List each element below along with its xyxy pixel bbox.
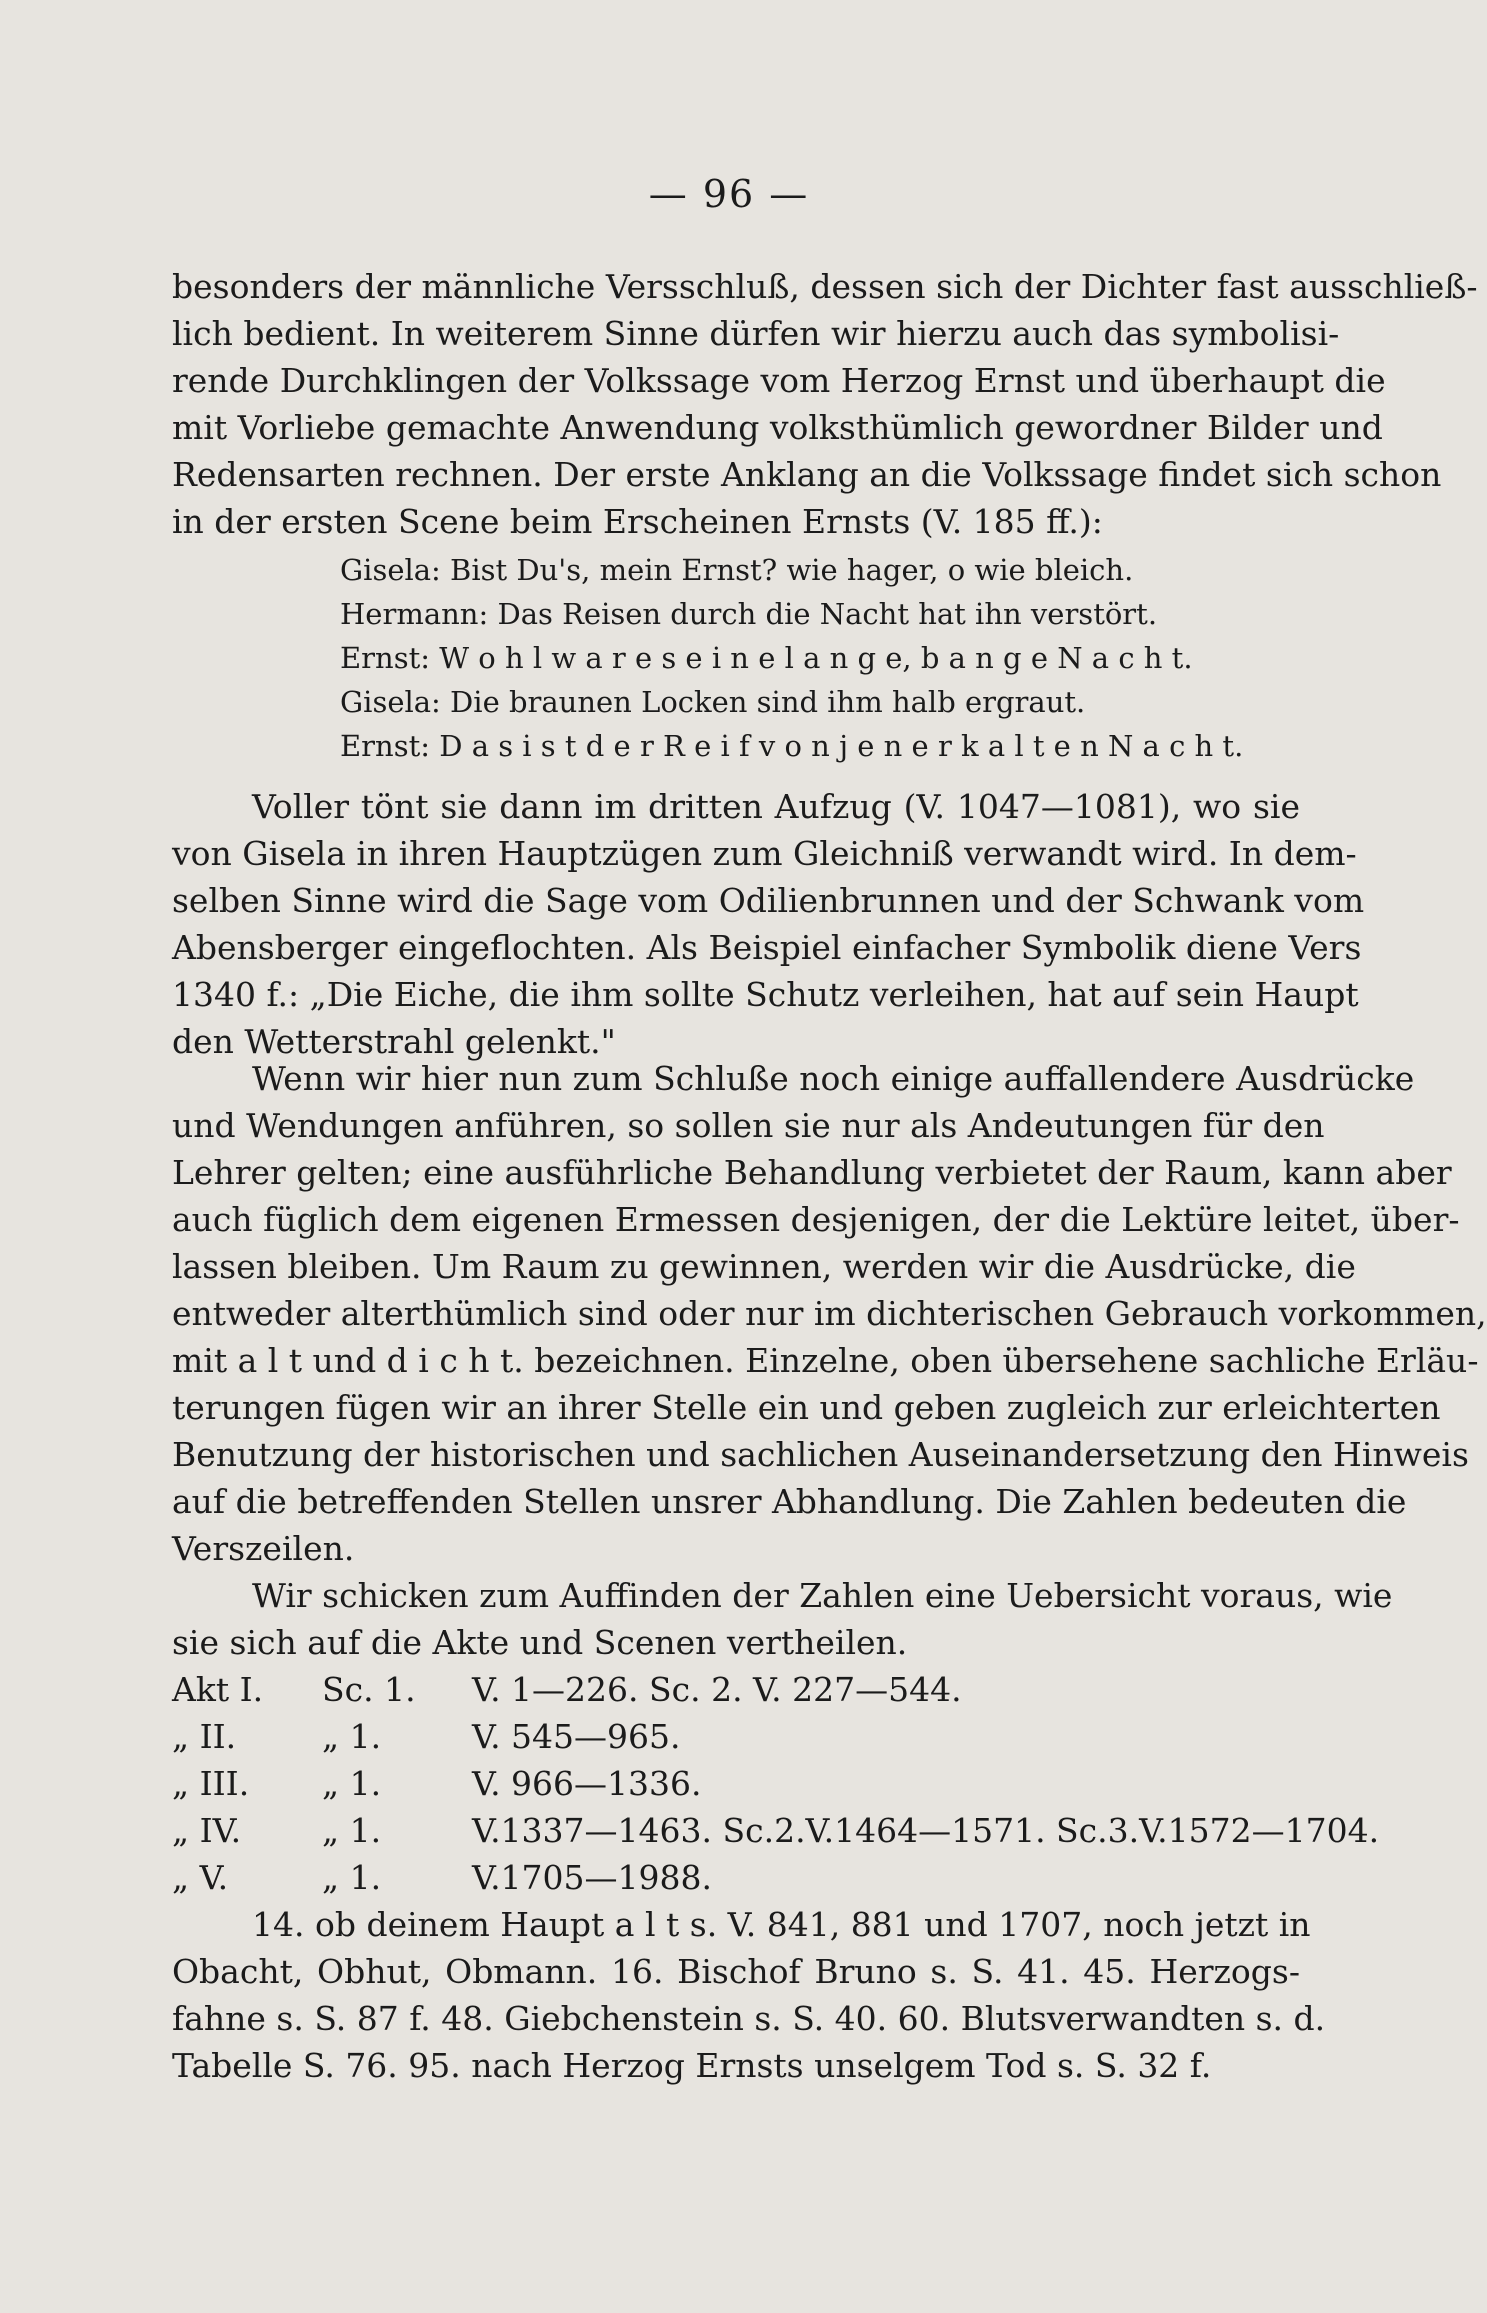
text-line: 14. ob deinem Haupt a l t s. V. 841, 881 und 1707, noch jetzt in — [252, 1905, 1311, 1944]
act-overview — [172, 1666, 1380, 1901]
text-line: von Gisela in ihren Hauptzügen zum Gleichniß verwandt wird. In dem- — [172, 834, 1357, 873]
text-line: terungen fügen wir an ihrer Stelle ein und geben zugleich zur erleichterten — [172, 1388, 1441, 1427]
text-line: mit Vorliebe gemachte Anwendung volksthümlich gewordner Bilder und — [172, 408, 1383, 447]
text-line: besonders der männliche Versschluß, dessen sich der Dichter fast ausschließ- — [172, 267, 1478, 306]
text-line: sie sich auf die Akte und Scenen vertheilen. — [172, 1623, 908, 1662]
act-label: „ II. — [172, 1717, 237, 1756]
intro-paragraph — [172, 263, 1478, 545]
text-line: selben Sinne wird die Sage vom Odilienbrunnen und der Schwank vom — [172, 881, 1365, 920]
text-line: Redensarten rechnen. Der erste Anklang an die Volkssage findet sich schon — [172, 455, 1442, 494]
text-line: Abensberger eingeflochten. Als Beispiel einfacher Symbolik diene Vers — [172, 928, 1362, 967]
page-number: — 96 — — [648, 172, 810, 216]
text-line: Tabelle S. 76. 95. nach Herzog Ernsts unselgem Tod s. S. 32 f. — [172, 2046, 1212, 2085]
paragraph-2 — [172, 783, 1365, 1065]
scene-label: „ 1. — [322, 1858, 382, 1897]
verse-range: V.1705—1988. — [472, 1858, 713, 1897]
text-line: Benutzung der historischen und sachlichen Auseinandersetzung den Hinweis — [172, 1435, 1469, 1474]
text-line: mit a l t und d i c h t. bezeichnen. Einzelne, oben übersehene sachliche Erläu- — [172, 1341, 1479, 1380]
text-line: auf die betreffenden Stellen unsrer Abhandlung. Die Zahlen bedeuten die — [172, 1482, 1407, 1521]
text-line: Lehrer gelten; eine ausführliche Behandlung verbietet der Raum, kann aber — [172, 1153, 1452, 1192]
act-label: „ V. — [172, 1858, 229, 1897]
act-row — [172, 1760, 1300, 1807]
verse-range: V. 1—226. Sc. 2. V. 227—544. — [472, 1670, 962, 1709]
notes-paragraph — [172, 1901, 1326, 2089]
text-line: Wir schicken zum Auffinden der Zahlen eine Uebersicht voraus, wie — [252, 1576, 1393, 1615]
scene-label: „ 1. — [322, 1811, 382, 1850]
verse-range: V. 545—965. — [472, 1717, 681, 1756]
verse-range: V.1337—1463. Sc.2.V.1464—1571. Sc.3.V.1572—1704. — [472, 1811, 1380, 1850]
text-line: lassen bleiben. Um Raum zu gewinnen, werden wir die Ausdrücke, die — [172, 1247, 1356, 1286]
text-line: den Wetterstrahl gelenkt." — [172, 1022, 616, 1061]
scene-label: „ 1. — [322, 1717, 382, 1756]
act-label: Akt I. — [172, 1670, 264, 1709]
text-line: auch füglich dem eigenen Ermessen desjenigen, der die Lektüre leitet, über- — [172, 1200, 1460, 1239]
text-line: rende Durchklingen der Volkssage vom Herzog Ernst und überhaupt die — [172, 361, 1386, 400]
text-line: lich bedient. In weiterem Sinne dürfen wir hierzu auch das symbolisi- — [172, 314, 1340, 353]
act-row — [172, 1854, 1300, 1901]
text-line: fahne s. S. 87 f. 48. Giebchenstein s. S. 40. 60. Blutsverwandten s. d. — [172, 1999, 1326, 2038]
text-line: 1340 f.: „Die Eiche, die ihm sollte Schutz verleihen, hat auf sein Haupt — [172, 975, 1359, 1014]
text-line: entweder alterthümlich sind oder nur im dichterischen Gebrauch vorkommen, — [172, 1294, 1487, 1333]
scene-label: Sc. 1. — [322, 1670, 416, 1709]
text-line: Voller tönt sie dann im dritten Aufzug (V. 1047—1081), wo sie — [252, 787, 1300, 826]
act-row — [172, 1666, 1300, 1713]
scene-label: „ 1. — [322, 1764, 382, 1803]
text-line: Wenn wir hier nun zum Schluße noch einige auffallendere Ausdrücke — [252, 1059, 1415, 1098]
verse-quote — [172, 548, 1300, 768]
paragraph-4 — [172, 1572, 1393, 1666]
verse-line: Ernst: W o h l w a r e s e i n e l a n g e, b a n g e N a c h t. — [340, 641, 1193, 675]
text-line: Obacht, Obhut, Obmann. 16. Bischof Bruno s. S. 41. 45. Herzogs- — [172, 1952, 1300, 1991]
verse-line: Gisela: Die braunen Locken sind ihm halb ergraut. — [340, 685, 1086, 719]
verse-line: Hermann: Das Reisen durch die Nacht hat ihn verstört. — [340, 597, 1158, 631]
paragraph-3 — [172, 1055, 1487, 1572]
text-line: in der ersten Scene beim Erscheinen Ernsts (V. 185 ff.): — [172, 502, 1103, 541]
act-row — [172, 1713, 1300, 1760]
verse-range: V. 966—1336. — [472, 1764, 702, 1803]
verse-line: Gisela: Bist Du's, mein Ernst? wie hager, o wie bleich. — [340, 553, 1134, 587]
verse-line: Ernst: D a s i s t d e r R e i f v o n j e n e r k a l t e n N a c h t. — [340, 729, 1244, 763]
act-row — [172, 1807, 1380, 1854]
act-label: „ III. — [172, 1764, 250, 1803]
text-line: und Wendungen anführen, so sollen sie nur als Andeutungen für den — [172, 1106, 1325, 1145]
text-line: Verszeilen. — [172, 1529, 355, 1568]
act-label: „ IV. — [172, 1811, 242, 1850]
